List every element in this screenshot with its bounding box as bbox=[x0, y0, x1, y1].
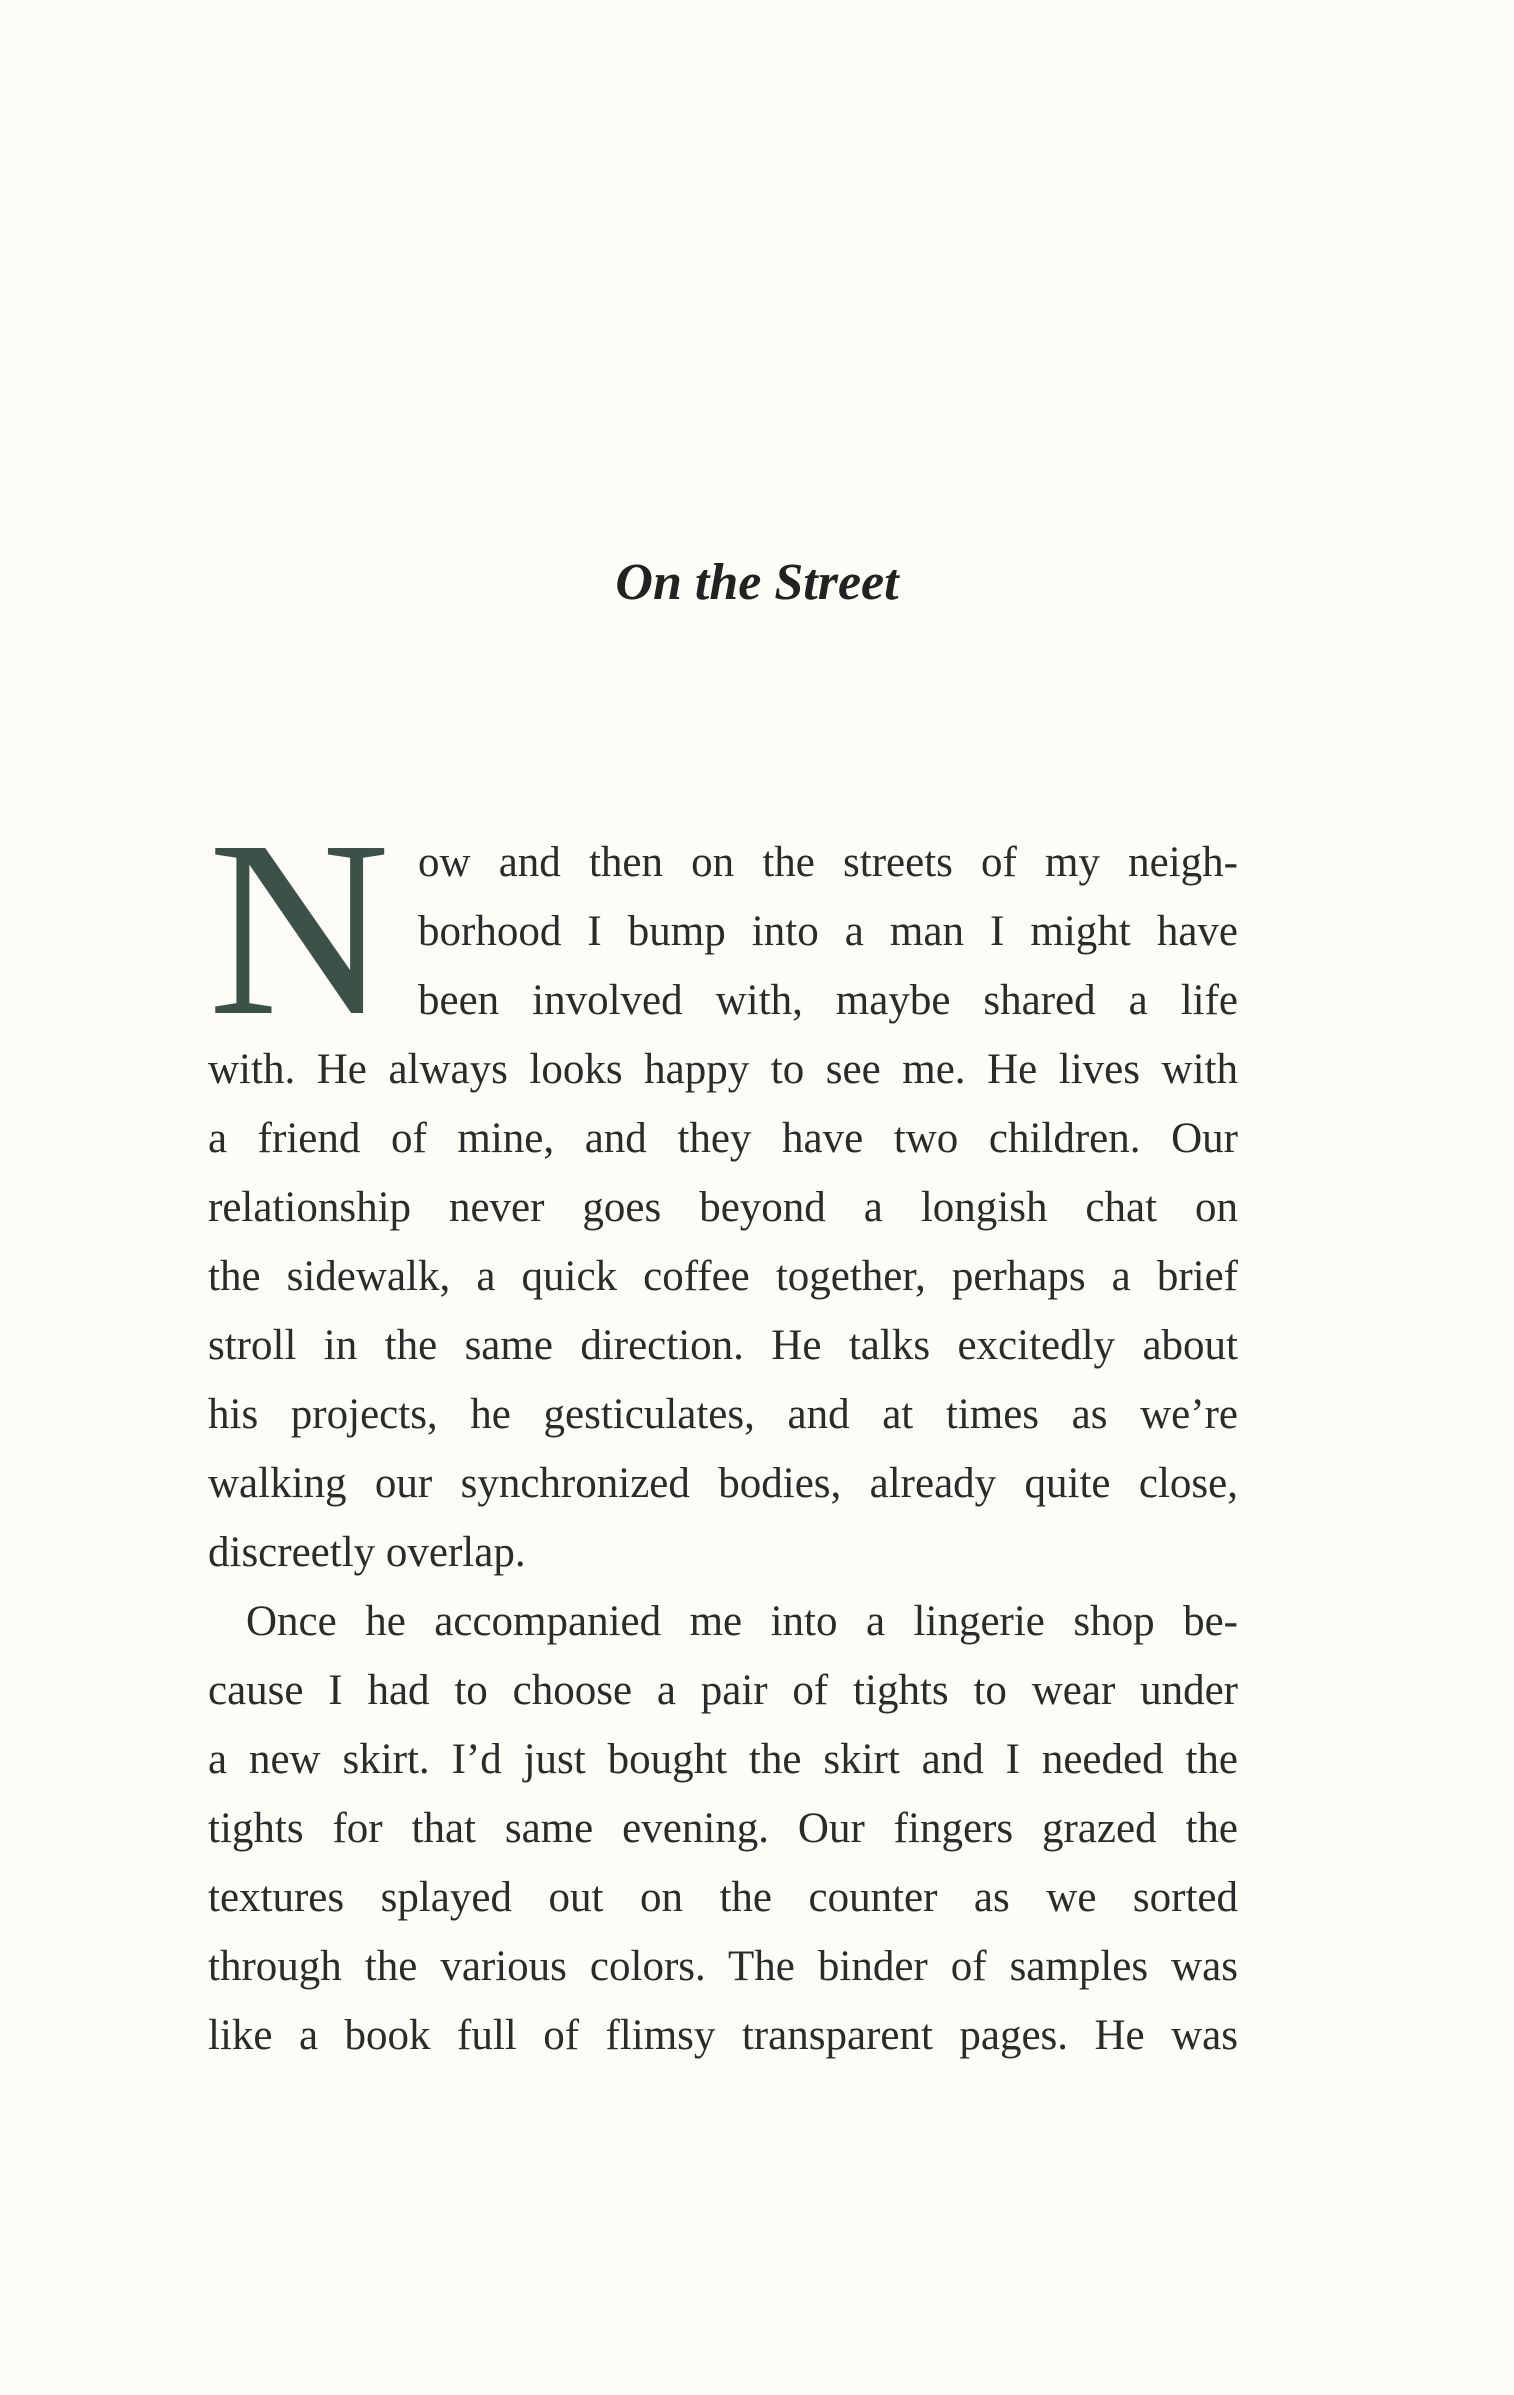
text-line: a friend of mine, and they have two children. Our bbox=[208, 1115, 1238, 1162]
body-text bbox=[208, 788, 1238, 2070]
text-line: like a book full of flimsy transparent pages. He was bbox=[208, 2012, 1238, 2059]
paragraph-1 bbox=[208, 1035, 1238, 1587]
text-line: with. He always looks happy to see me. He lives with bbox=[208, 1046, 1238, 1093]
text-line: relationship never goes beyond a longish chat on bbox=[208, 1184, 1238, 1231]
text-line: Once he accompanied me into a lingerie shop be- bbox=[246, 1598, 1238, 1645]
text-line: discreetly overlap. bbox=[208, 1529, 526, 1576]
drop-cap-lines bbox=[418, 828, 1238, 1035]
text-line: been involved with, maybe shared a life bbox=[418, 977, 1238, 1024]
text-line: stroll in the same direction. He talks excitedly about bbox=[208, 1322, 1238, 1369]
drop-cap: N bbox=[208, 788, 390, 1068]
text-line: borhood I bump into a man I might have bbox=[418, 908, 1238, 955]
text-line: his projects, he gesticulates, and at times as we’re bbox=[208, 1391, 1238, 1438]
text-line: cause I had to choose a pair of tights to wear under bbox=[208, 1667, 1238, 1714]
text-line: textures splayed out on the counter as we sorted bbox=[208, 1874, 1238, 1921]
text-line: a new skirt. I’d just bought the skirt and I needed the bbox=[208, 1736, 1238, 1783]
chapter-title: On the Street bbox=[615, 554, 899, 611]
paragraph-1-opening bbox=[208, 788, 1238, 1068]
text-line: walking our synchronized bodies, already quite close, bbox=[208, 1460, 1238, 1507]
paragraph-2 bbox=[208, 1587, 1238, 2070]
text-line: tights for that same evening. Our fingers grazed the bbox=[208, 1805, 1238, 1852]
text-line: ow and then on the streets of my neigh- bbox=[418, 839, 1238, 886]
text-line: the sidewalk, a quick coffee together, perhaps a brief bbox=[208, 1253, 1238, 1300]
text-line: through the various colors. The binder of samples was bbox=[208, 1943, 1238, 1990]
